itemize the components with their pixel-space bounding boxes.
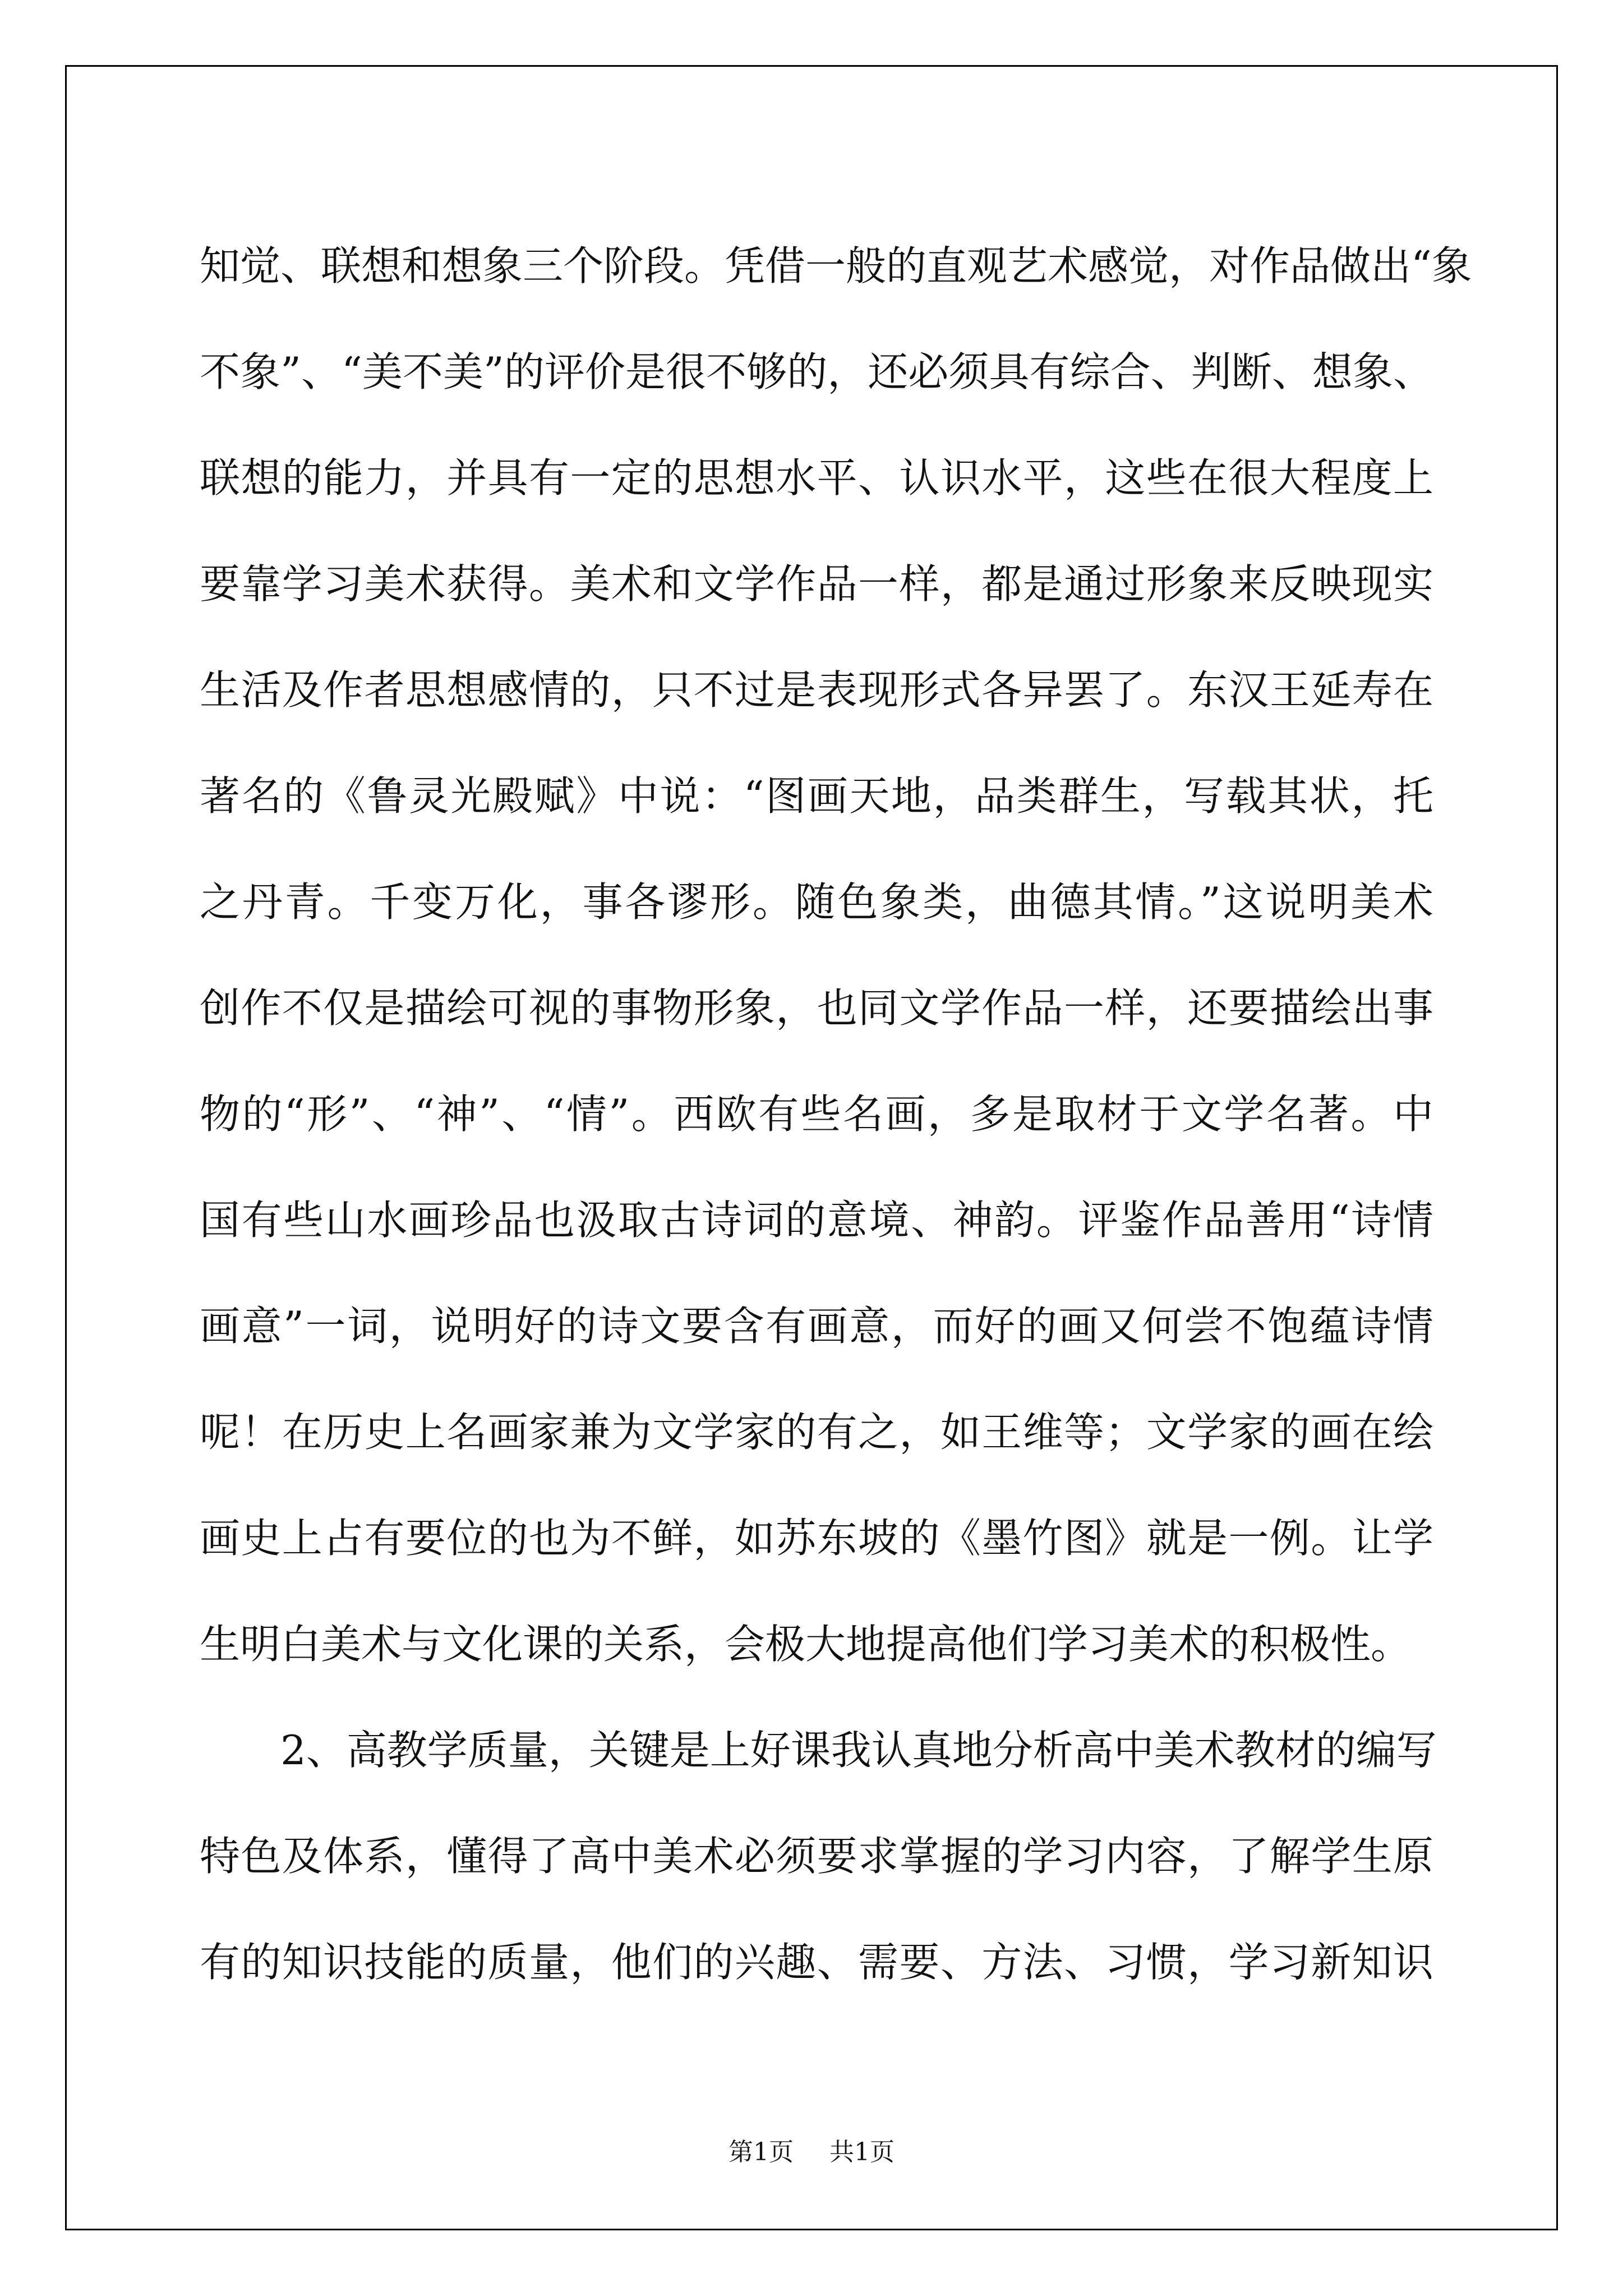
text-line: 画意”一词，说明好的诗文要含有画意，而好的画又何尝不饱蕴诗情: [200, 1303, 1433, 1350]
paragraph-start-line: 2、高教学质量，关键是上好课我认真地分析高中美术教材的编写: [280, 1727, 1437, 1774]
text-line: 呢！在历史上名画家兼为文学家的有之，如王维等；文学家的画在绘: [200, 1409, 1433, 1456]
text-line: 著名的《鲁灵光殿赋》中说：“图画天地，品类群生，写载其状，托: [200, 772, 1433, 820]
text-line: 物的“形”、“神”、“情”。西欧有些名画，多是取材于文学名著。中: [200, 1091, 1433, 1138]
page-total: 共1页: [829, 2138, 895, 2166]
text-line: 要靠学习美术获得。美术和文学作品一样，都是通过形象来反映现实: [200, 560, 1433, 608]
document-body: [200, 213, 1472, 2016]
text-line: 联想的能力，并具有一定的思想水平、认识水平，这些在很大程度上: [200, 454, 1433, 501]
text-line: 创作不仅是描绘可视的事物形象，也同文学作品一样，还要描绘出事: [200, 984, 1433, 1032]
text-line: 生活及作者思想感情的，只不过是表现形式各异罢了。东汉王延寿在: [200, 666, 1433, 714]
text-line: 有的知识技能的质量，他们的兴趣、需要、方法、习惯，学习新知识: [200, 1939, 1433, 1986]
page-footer: [0, 2132, 1623, 2168]
text-line: 不象”、“美不美”的评价是很不够的，还必须具有综合、判断、想象、: [200, 348, 1433, 395]
text-line: 画史上占有要位的也为不鲜，如苏东坡的《墨竹图》就是一例。让学: [200, 1515, 1433, 1562]
text-line: 国有些山水画珍品也汲取古诗词的意境、神韵。评鉴作品善用“诗情: [200, 1197, 1433, 1244]
text-line: 特色及体系，懂得了高中美术必须要求掌握的学习内容，了解学生原: [200, 1833, 1433, 1880]
text-line: 之丹青。千变万化，事各谬形。随色象类，曲德其情。”这说明美术: [200, 878, 1433, 926]
page-number: 第1页: [728, 2138, 794, 2166]
text-line: 生明白美术与文化课的关系，会极大地提高他们学习美术的积极性。: [200, 1621, 1412, 1668]
text-line: 知觉、联想和想象三个阶段。凭借一般的直观艺术感觉，对作品做出“象: [200, 242, 1472, 289]
